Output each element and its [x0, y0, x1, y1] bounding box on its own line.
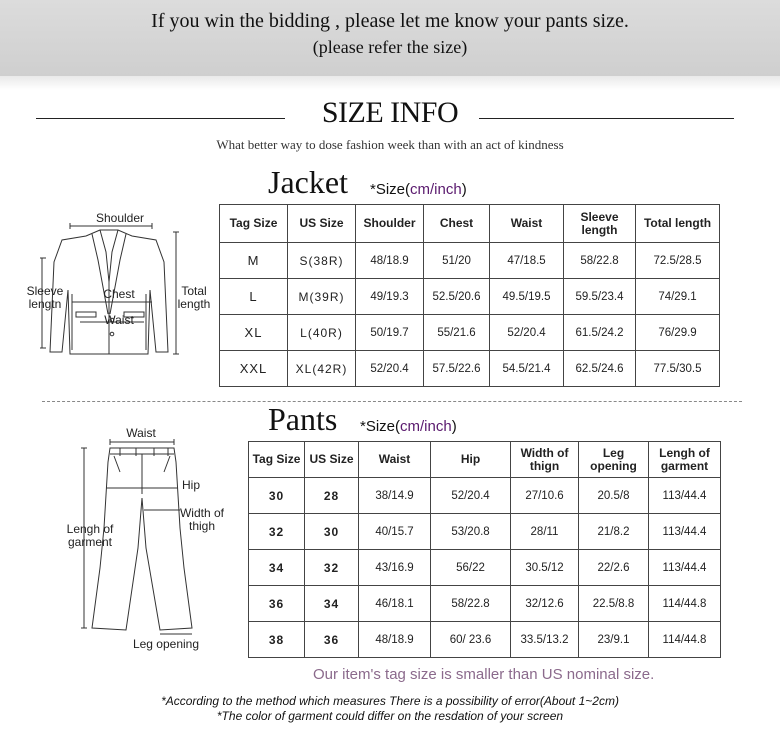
- page-title: SIZE INFO: [321, 96, 459, 129]
- pants-header-row: [249, 442, 721, 478]
- jacket-header-cell: US Size: [288, 205, 356, 243]
- pants-size-prefix: *Size(: [360, 418, 401, 435]
- jacket-header-cell: Chest: [424, 205, 490, 243]
- jacket-header-row: [220, 205, 720, 243]
- pants-header-cell: US Size: [305, 442, 359, 478]
- table-cell: 30: [305, 514, 359, 550]
- footnote-color: *The color of garment could differ on the resdation of your screen: [216, 709, 564, 723]
- table-cell: 30: [249, 478, 305, 514]
- table-row: [249, 550, 721, 586]
- table-cell: 60/ 23.6: [431, 622, 511, 658]
- jacket-label-sleeve: Sleeve lengtn: [26, 284, 64, 311]
- jacket-header-cell: Sleeve length: [564, 205, 636, 243]
- table-cell: 114/44.8: [649, 622, 721, 658]
- pants-size-table: [248, 441, 721, 658]
- table-cell: 56/22: [431, 550, 511, 586]
- pants-label-hip: Hip: [181, 478, 200, 492]
- section-divider: [42, 401, 742, 402]
- jacket-size-unit: cm/inch: [410, 181, 462, 198]
- table-cell: 49.5/19.5: [490, 279, 564, 315]
- table-cell: 22.5/8.8: [579, 586, 649, 622]
- table-row: [220, 351, 720, 387]
- table-cell: 36: [305, 622, 359, 658]
- table-row: [220, 243, 720, 279]
- table-row: [249, 586, 721, 622]
- jacket-label-chest: Chest: [103, 287, 135, 301]
- table-cell: 23/9.1: [579, 622, 649, 658]
- table-cell: 113/44.4: [649, 514, 721, 550]
- table-cell: 52/20.4: [431, 478, 511, 514]
- jacket-size-table: [219, 204, 720, 387]
- pants-header-cell: Tag Size: [249, 442, 305, 478]
- table-cell: XL: [220, 315, 288, 351]
- table-cell: XL(42R): [288, 351, 356, 387]
- table-row: [220, 315, 720, 351]
- table-cell: L: [220, 279, 288, 315]
- table-cell: 52.5/20.6: [424, 279, 490, 315]
- table-cell: 34: [305, 586, 359, 622]
- table-cell: 21/8.2: [579, 514, 649, 550]
- table-cell: 48/18.9: [356, 243, 424, 279]
- table-cell: 50/19.7: [356, 315, 424, 351]
- table-cell: 114/44.8: [649, 586, 721, 622]
- table-row: [249, 514, 721, 550]
- table-cell: 57.5/22.6: [424, 351, 490, 387]
- table-cell: 52/20.4: [356, 351, 424, 387]
- pants-size-note: [360, 418, 457, 435]
- jacket-header-cell: Total length: [636, 205, 720, 243]
- table-cell: 32/12.6: [511, 586, 579, 622]
- jacket-label-waist: Waist: [104, 313, 134, 327]
- table-cell: 72.5/28.5: [636, 243, 720, 279]
- jacket-size-suffix: ): [461, 181, 467, 198]
- table-cell: 58/22.8: [431, 586, 511, 622]
- jacket-size-prefix: *Size(: [370, 181, 411, 198]
- table-cell: M(39R): [288, 279, 356, 315]
- table-cell: 77.5/30.5: [636, 351, 720, 387]
- table-cell: 46/18.1: [359, 586, 431, 622]
- table-cell: 22/2.6: [579, 550, 649, 586]
- table-cell: 43/16.9: [359, 550, 431, 586]
- table-cell: 28/11: [511, 514, 579, 550]
- pants-header-cell: Width of thign: [511, 442, 579, 478]
- table-cell: 38: [249, 622, 305, 658]
- table-cell: 52/20.4: [490, 315, 564, 351]
- pants-size-suffix: ): [451, 418, 457, 435]
- table-cell: 58/22.8: [564, 243, 636, 279]
- table-cell: 27/10.6: [511, 478, 579, 514]
- pants-header-cell: Hip: [431, 442, 511, 478]
- banner-line-1: If you win the bidding , please let me know your pants size.: [151, 10, 629, 32]
- table-cell: 113/44.4: [649, 550, 721, 586]
- table-cell: 28: [305, 478, 359, 514]
- table-cell: 20.5/8: [579, 478, 649, 514]
- table-row: [249, 622, 721, 658]
- table-row: [220, 279, 720, 315]
- table-cell: 32: [305, 550, 359, 586]
- table-cell: 51/20: [424, 243, 490, 279]
- tag-size-note: Our item's tag size is smaller than US nominal size.: [313, 666, 655, 683]
- table-cell: 53/20.8: [431, 514, 511, 550]
- jacket-label-shoulder: Shoulder: [95, 211, 145, 225]
- pants-label-leg: Leg opening: [132, 637, 200, 651]
- jacket-title: Jacket: [268, 164, 348, 200]
- table-cell: 74/29.1: [636, 279, 720, 315]
- banner-shadow: [0, 76, 780, 90]
- table-cell: 40/15.7: [359, 514, 431, 550]
- table-cell: L(40R): [288, 315, 356, 351]
- table-cell: 32: [249, 514, 305, 550]
- footnote-error: *According to the method which measures There is a possibility of error(About 1~2cm): [161, 694, 619, 708]
- table-cell: 54.5/21.4: [490, 351, 564, 387]
- pants-header-cell: Lengh of garment: [649, 442, 721, 478]
- pants-header-cell: Waist: [359, 442, 431, 478]
- table-cell: S(38R): [288, 243, 356, 279]
- table-cell: 62.5/24.6: [564, 351, 636, 387]
- pants-title: Pants: [268, 401, 338, 437]
- jacket-size-note: [370, 181, 467, 198]
- table-cell: 61.5/24.2: [564, 315, 636, 351]
- table-cell: 36: [249, 586, 305, 622]
- pants-label-waist: Waist: [126, 426, 156, 440]
- table-cell: 113/44.4: [649, 478, 721, 514]
- jacket-label-total: Total length: [177, 284, 211, 311]
- page-subtitle: What better way to dose fashion week than with an act of kindness: [216, 137, 564, 152]
- pants-label-thigh: Width of thigh: [179, 506, 224, 533]
- table-cell: 33.5/13.2: [511, 622, 579, 658]
- header-banner: [0, 0, 780, 76]
- table-cell: 49/19.3: [356, 279, 424, 315]
- table-cell: 76/29.9: [636, 315, 720, 351]
- table-cell: 55/21.6: [424, 315, 490, 351]
- banner-line-2: (please refer the size): [312, 37, 468, 57]
- jacket-header-cell: Shoulder: [356, 205, 424, 243]
- pants-header-cell: Leg opening: [579, 442, 649, 478]
- table-cell: 38/14.9: [359, 478, 431, 514]
- table-cell: 30.5/12: [511, 550, 579, 586]
- pants-label-length: Lengh of garment: [66, 522, 114, 549]
- table-cell: 34: [249, 550, 305, 586]
- jacket-header-cell: Tag Size: [220, 205, 288, 243]
- table-cell: M: [220, 243, 288, 279]
- table-row: [249, 478, 721, 514]
- pants-size-unit: cm/inch: [400, 418, 452, 435]
- table-cell: 47/18.5: [490, 243, 564, 279]
- table-cell: XXL: [220, 351, 288, 387]
- table-cell: 48/18.9: [359, 622, 431, 658]
- table-cell: 59.5/23.4: [564, 279, 636, 315]
- jacket-header-cell: Waist: [490, 205, 564, 243]
